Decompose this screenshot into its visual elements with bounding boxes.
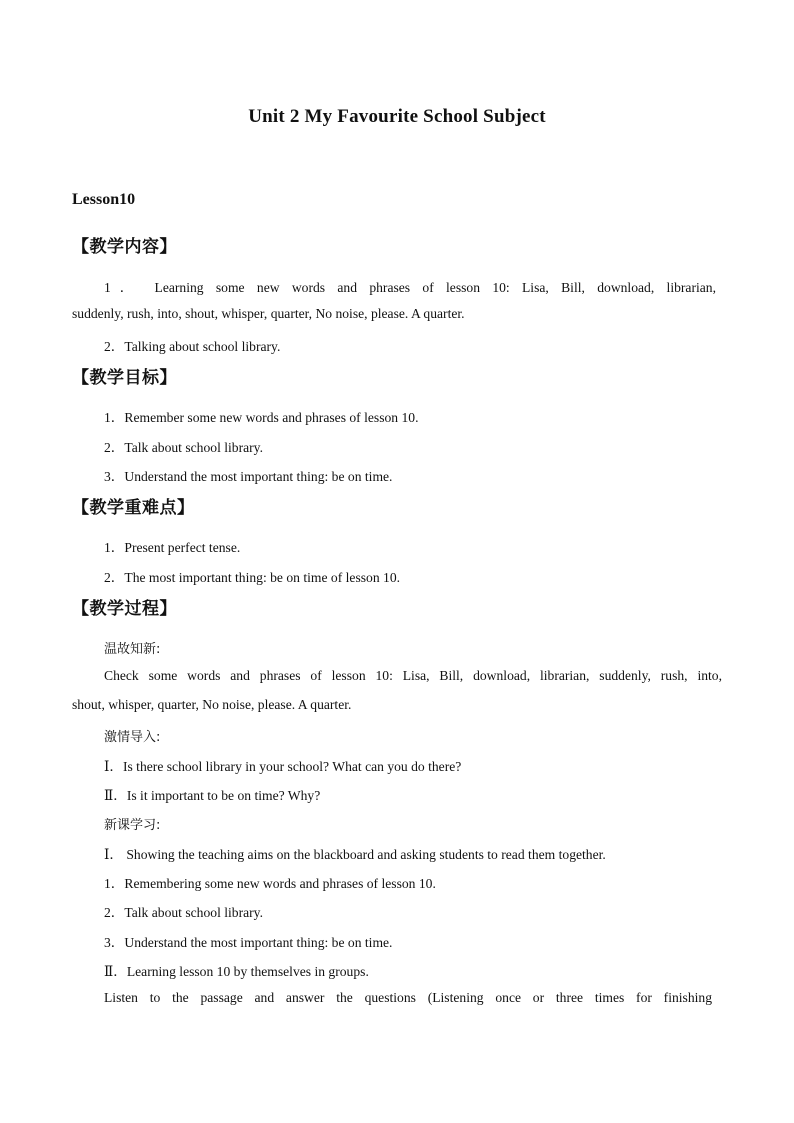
review-line-2: shout, whisper, quarter, No noise, please. A quarter. — [72, 697, 352, 712]
document-title: Unit 2 My Favourite School Subject — [248, 106, 546, 127]
lesson-label: Lesson10 — [72, 191, 136, 208]
new-lesson-step-6: Listen to the passage and answer the questions (Listening once or three times for finishing — [104, 990, 712, 1005]
new-lesson-step-3: 2．Talk about school library. — [104, 905, 263, 920]
aims-item-3: 3．Understand the most important thing: be on time. — [104, 469, 393, 484]
review-line-1: Check some words and phrases of lesson 10: Lisa, Bill, download, librarian, suddenly, rush, into, — [104, 668, 722, 683]
keypoints-item-1: 1．Present perfect tense. — [104, 540, 241, 555]
section-heading-content: 【教学内容】 — [72, 237, 177, 257]
new-lesson-step-5: Ⅱ．Learning lesson 10 by themselves in groups. — [104, 964, 369, 979]
review-label: 温故知新: — [104, 642, 161, 657]
new-lesson-step-2: 1．Remembering some new words and phrases of lesson 10. — [104, 876, 436, 891]
content-item-1-line-2: suddenly, rush, into, shout, whisper, quarter, No noise, please. A quarter. — [72, 306, 465, 321]
section-heading-keypoints: 【教学重难点】 — [72, 498, 195, 518]
lead-in-question-2: Ⅱ．Is it important to be on time? Why? — [104, 788, 321, 803]
new-lesson-label: 新课学习: — [104, 818, 161, 833]
aims-item-1: 1．Remember some new words and phrases of lesson 10. — [104, 410, 419, 425]
section-heading-process: 【教学过程】 — [72, 599, 177, 619]
new-lesson-step-4: 3．Understand the most important thing: be on time. — [104, 935, 393, 950]
lead-in-question-1: Ⅰ．Is there school library in your school? What can you do there? — [104, 759, 462, 774]
content-item-2: 2．Talking about school library. — [104, 339, 281, 354]
section-heading-aims: 【教学目标】 — [72, 368, 177, 388]
lead-in-label: 激情导入: — [104, 730, 161, 745]
keypoints-item-2: 2．The most important thing: be on time of lesson 10. — [104, 570, 401, 585]
content-item-1-line-1: 1． Learning some new words and phrases of lesson 10: Lisa, Bill, download, librarian, — [104, 280, 716, 295]
aims-item-2: 2．Talk about school library. — [104, 440, 263, 455]
new-lesson-step-1: Ⅰ． Showing the teaching aims on the blackboard and asking students to read them together. — [104, 847, 606, 862]
